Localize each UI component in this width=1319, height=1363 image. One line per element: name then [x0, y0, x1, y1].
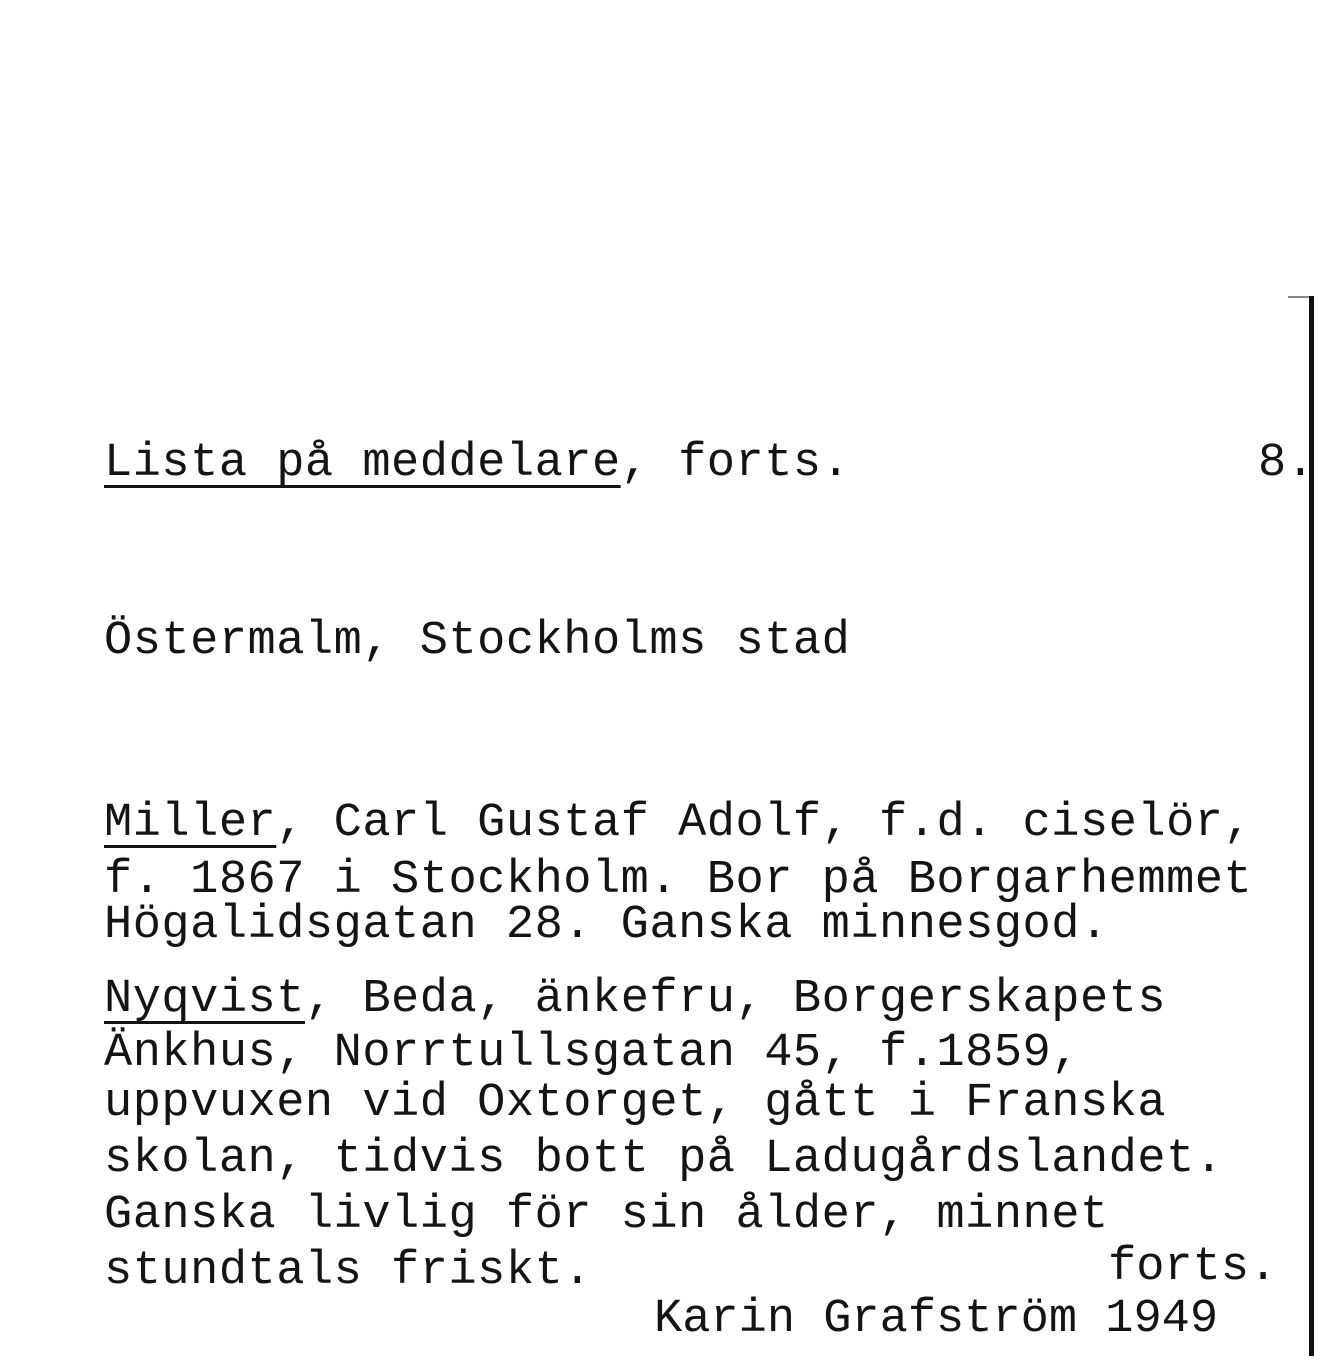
- entry-miller-line-3: Högalidsgatan 28. Ganska minnesgod.: [104, 899, 1109, 952]
- informant-name: Nyqvist: [104, 973, 305, 1026]
- entry-miller-line-1: [104, 797, 1253, 850]
- entry-miller-line-2: f. 1867 i Stockholm. Bor på Borgarhemmet: [104, 854, 1253, 907]
- entry-nyqvist-line-4: skolan, tidvis bott på Ladugårdslandet.: [104, 1133, 1224, 1186]
- entry-text: , Beda, änkefru, Borgerskapets: [304, 973, 1167, 1026]
- entry-nyqvist-line-5: Ganska livlig för sin ålder, minnet: [104, 1189, 1109, 1242]
- signature: Karin Grafström 1949: [654, 1293, 1219, 1346]
- title-underlined: Lista på meddelare: [104, 437, 621, 490]
- card-title: [104, 437, 851, 490]
- informant-name: Miller: [104, 797, 277, 850]
- entry-text: , Carl Gustaf Adolf, f.d. ciselör,: [276, 797, 1253, 850]
- entry-nyqvist-line-3: uppvuxen vid Oxtorget, gått i Franska: [104, 1077, 1167, 1130]
- continued-note: forts.: [1108, 1241, 1278, 1294]
- title-suffix: , forts.: [620, 437, 851, 490]
- page-number: 8.: [1258, 437, 1315, 490]
- entry-nyqvist-line-6: stundtals friskt.: [104, 1245, 592, 1298]
- district-heading: Östermalm, Stockholms stad: [104, 615, 851, 668]
- entry-nyqvist-line-2: Änkhus, Norrtullsgatan 45, f.1859,: [104, 1027, 1080, 1080]
- entry-nyqvist-line-1: [104, 973, 1167, 1026]
